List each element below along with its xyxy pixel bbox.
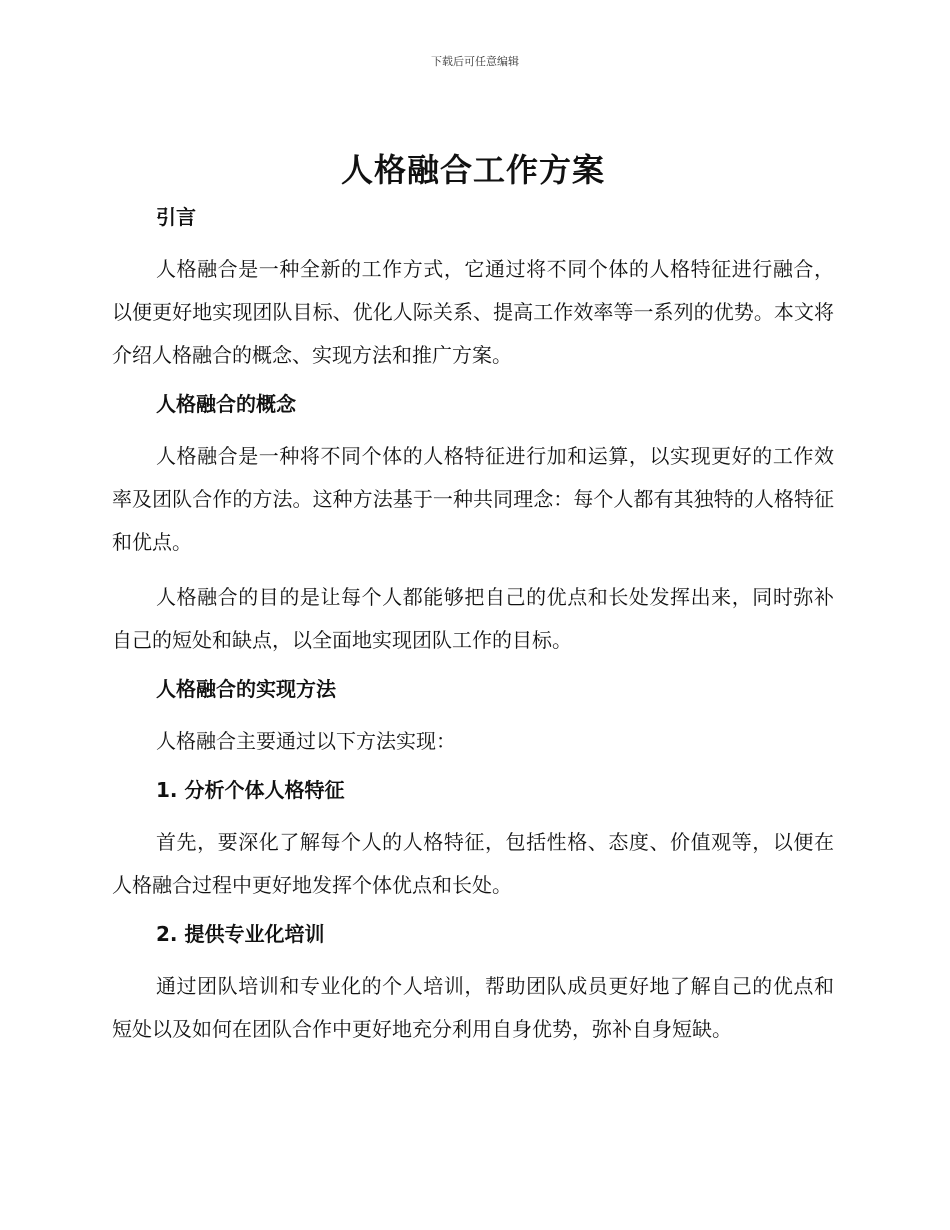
- paragraph-method: 人格融合主要通过以下方法实现：: [156, 729, 456, 753]
- paragraph-step-2: 通过团队培训和专业化的个人培训，帮助团队成员更好地了解自己的优点和短处以及如何在团队合作中更好地充分利用自身优势，弥补自身短缺。: [112, 974, 834, 1041]
- paragraph-concept-2: 人格融合的目的是让每个人都能够把自己的优点和长处发挥出来，同时弥补自己的短处和缺点，以全面地实现团队工作的目标。: [112, 585, 834, 652]
- section-heading-method: 人格融合的实现方法: [156, 677, 336, 701]
- subheading-step-2: 2. 提供专业化培训: [156, 922, 325, 946]
- paragraph-concept-1: 人格融合是一种将不同个体的人格特征进行加和运算，以实现更好的工作效率及团队合作的方法。这种方法基于一种共同理念：每个人都有其独特的人格特征和优点。: [112, 444, 834, 554]
- subheading-step-1: 1. 分析个体人格特征: [156, 778, 345, 802]
- section-heading-concept: 人格融合的概念: [156, 392, 296, 416]
- section-heading-intro: 引言: [156, 205, 196, 229]
- paragraph-intro: 人格融合是一种全新的工作方式，它通过将不同个体的人格特征进行融合，以便更好地实现团队目标、优化人际关系、提高工作效率等一系列的优势。本文将介绍人格融合的概念、实现方法和推广方案。: [112, 257, 834, 367]
- document-body: [112, 148, 834, 1063]
- paragraph-step-1: 首先，要深化了解每个人的人格特征，包括性格、态度、价值观等，以便在人格融合过程中更好地发挥个体优点和长处。: [112, 830, 834, 897]
- page-title: 人格融合工作方案: [340, 151, 605, 189]
- header-note: 下载后可任意编辑: [431, 55, 519, 68]
